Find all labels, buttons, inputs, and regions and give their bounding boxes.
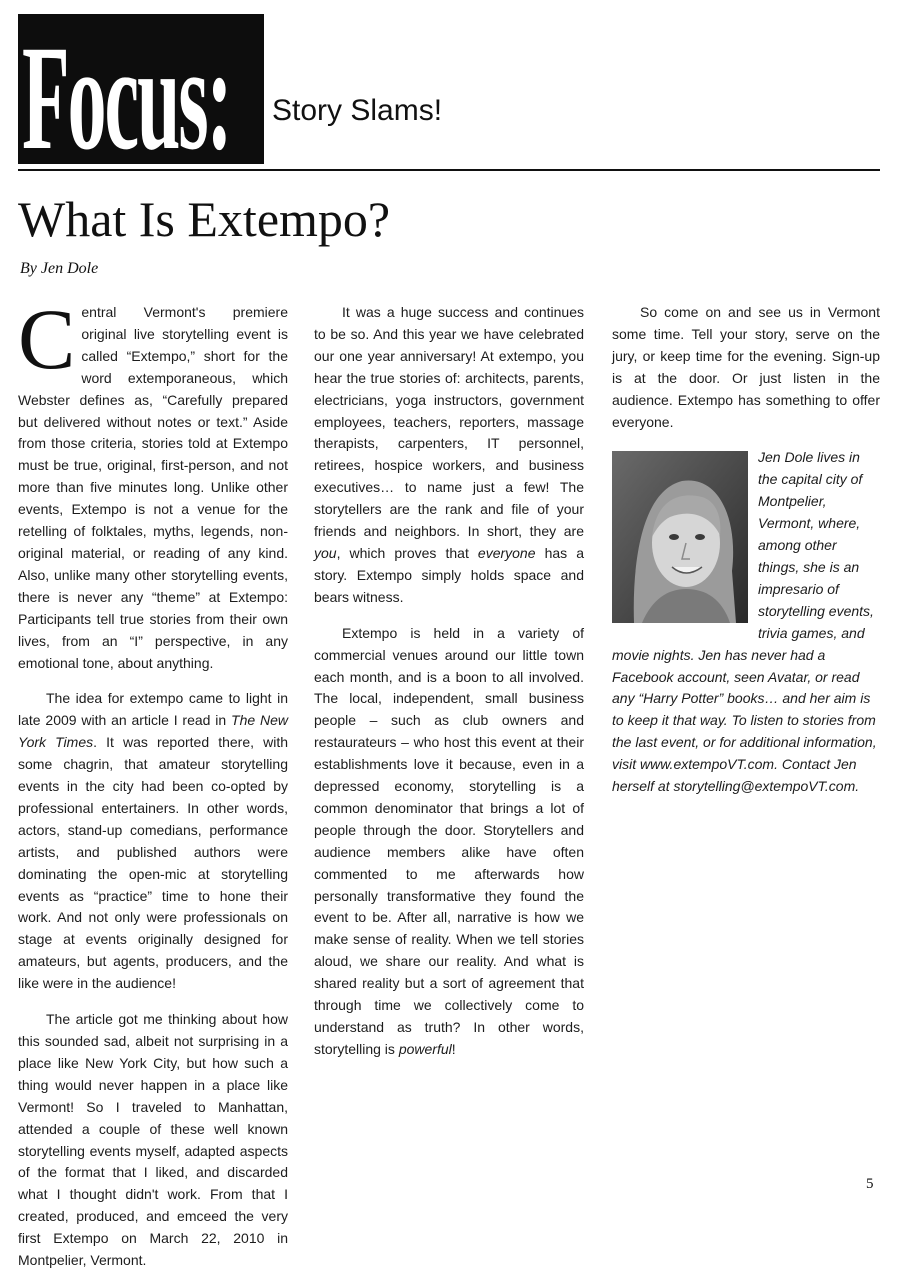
powerful-word: powerful <box>398 1040 452 1057</box>
article-title: What Is Extempo? <box>18 191 391 247</box>
focus-logo-word: Focus: <box>22 15 231 164</box>
paragraph-1 <box>18 291 288 674</box>
author-portrait-image <box>612 451 748 623</box>
paragraph-5: Extempo is held in a variety of commercial venues around our little town each month, and is a boon to all involved. The local, independent, small business people – such as club owners and restaurateurs – who host this event at their establishments love it because, even in a depressed economy, storytelling is a common denominator that brings a lot of people through the door. Storytellers and audience members alike have often commented to me afterwards how personally transformative they found the event to be. After all, narrative is how we make sense of reality. When we tell stories aloud, we share our reality. And what is shared reality but a sort of agreement that through time we collectively come to understand as truth? In other words, storytelling is powerful! <box>314 624 584 1057</box>
paragraph-4: It was a huge success and continues to be so. And this year we have celebrated our one year anniversary! At extempo, you hear the true stories of: architects, parents, electricians, yoga instructors, government employees, teachers, reporters, massage therapists, carpenters, IT personnel, retirees, hospice workers, and business executives… to name just a few! The storytellers are the rank and file of your friends and neighbors. In short, they are you, which proves that everyone has a story. Extempo simply holds space and bears witness. <box>314 304 584 605</box>
paragraph-1-text: entral Vermont's premiere original live storytelling event is called “Extempo,” short for the word extemporaneous, which Webster defines as, “Carefully prepared but delivered without notes or text.” Aside from those criteria, stories told at Extempo must be true, original, first-person, and not more than five minutes long. Unlike other events, Extempo is not a venue for the retelling of folktales, myths, legends, non-original material, or reading of any kind. Also, unlike many other storytelling events, there is never any “theme” at Extempo: Participants tell true stories from their own lives, from an “I” perspective, in any emotional tone, about anything. <box>18 304 288 671</box>
paragraph-2: The idea for extempo came to light in late 2009 with an article I read in The New York Times. It was reported there, with some chagrin, that amateur storytelling events in the city had been co-opted by professional entertainers. In other words, actors, stand-up comedians, performance artists, and published authors were dominating the open-mic at storytelling events as “practice” time to hone their work. And not only were professionals on stage at events originally designed for amateurs, but agents, producers, and the like were in the audience! <box>18 690 289 992</box>
paragraph-3: The article got me thinking about how this sounded sad, albeit not surprising in a place like New York City, but how such a thing would never happen in a place like Vermont! So I traveled to Manhattan, attended a couple of these well known storytelling events myself, adapted aspects of the format that I liked, and discarded what I thought didn't work. From that I created, produced, and emceed the very first Extempo on March 22, 2010 in Montpelier, Vermont. <box>18 1011 288 1269</box>
article-byline: By Jen Dole <box>20 260 99 277</box>
column-2 <box>314 302 584 1075</box>
drop-cap: C <box>18 291 76 387</box>
author-photo <box>612 451 748 623</box>
paragraph-6: So come on and see us in Vermont some time. Tell your story, serve on the jury, or keep time for the evening. Sign-up is at the door. Or just listen in the audience. Extempo has something to offer everyone. <box>612 304 880 430</box>
column-1 <box>18 291 289 1286</box>
section-subtitle: Story Slams! <box>272 94 443 127</box>
nyt-title: The New York Times <box>18 712 288 751</box>
page-number: 5 <box>866 1176 874 1192</box>
focus-logo-block <box>18 14 264 164</box>
author-bio <box>612 447 880 798</box>
author-bio-text: Jen Dole lives in the capital city of Montpelier, Vermont, where, among other things, she is an impresario of storytelling events, trivia games, and movie nights. Jen has never had a Facebook account, seen Avatar, or read any “Harry Potter” books… and her aim is to keep it that way. To listen to stories from the last event, or for additional information, visit www.extempoVT.com. Contact Jen herself at storytelling@extempoVT.com. <box>612 449 877 795</box>
column-3 <box>612 302 880 798</box>
header-divider <box>18 169 880 171</box>
